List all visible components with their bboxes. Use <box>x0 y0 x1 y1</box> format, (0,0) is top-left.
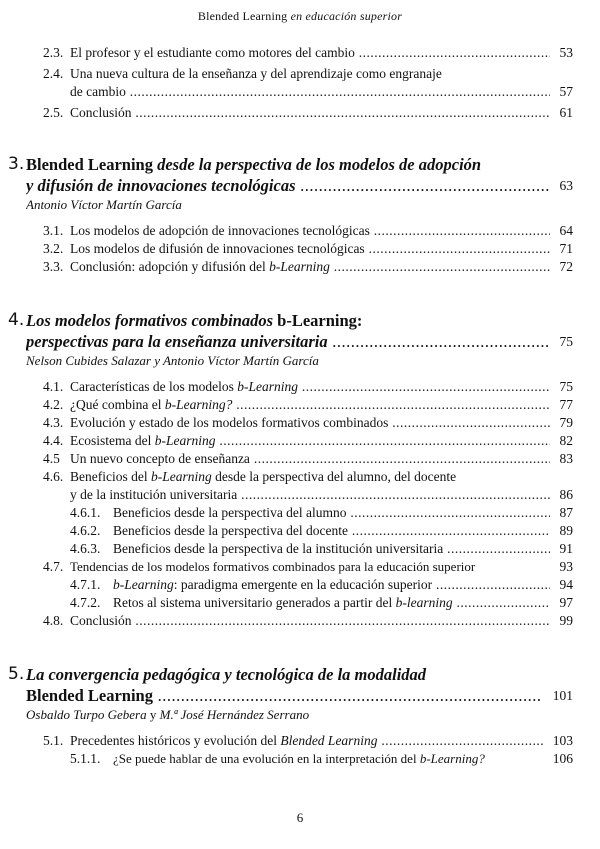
entry-number: 4.5 <box>43 451 60 466</box>
entry-number: 4.6.2. <box>70 523 101 538</box>
toc-entry[interactable] <box>0 468 600 486</box>
entry-page: 57 <box>559 84 573 99</box>
toc-entry[interactable] <box>0 732 600 750</box>
entry-number: 4.6. <box>43 469 64 484</box>
table-of-contents <box>0 44 600 766</box>
entry-page: 97 <box>559 595 573 610</box>
entry-title: Ecosistema del b-Learning ..... <box>70 432 550 450</box>
chapter-page: 63 <box>559 178 573 193</box>
chapter-page: 75 <box>559 334 573 349</box>
entry-page: 82 <box>559 433 573 448</box>
chapter-number: 5. <box>8 664 25 684</box>
entry-page: 91 <box>559 541 573 556</box>
toc-entry[interactable] <box>0 258 600 276</box>
entry-page: 77 <box>559 397 573 412</box>
entry-number: 4.2. <box>43 397 64 412</box>
chapter-heading-cont <box>0 331 600 352</box>
entry-title: Beneficios desde la perspectiva de la institución universitaria ..... <box>113 540 550 558</box>
entry-page: 75 <box>559 379 573 394</box>
entry-title: Una nueva cultura de la enseñanza y del aprendizaje como engranaje <box>70 66 442 81</box>
entry-title: Conclusión ..... <box>70 612 550 630</box>
entry-number: 4.1. <box>43 379 64 394</box>
entry-number: 4.7.1. <box>70 577 101 592</box>
toc-entry-cont <box>0 83 600 101</box>
chapter-heading[interactable] <box>0 310 600 331</box>
entry-title: Evolución y estado de los modelos formativos combinados ..... <box>70 414 550 432</box>
toc-entry-cont <box>0 486 600 504</box>
entry-page: 64 <box>559 223 573 238</box>
entry-title: Los modelos de adopción de innovaciones tecnológicas ..... <box>70 222 550 240</box>
chapter-author <box>0 706 600 724</box>
entry-page: 103 <box>552 733 573 748</box>
toc-entry[interactable] <box>0 104 600 122</box>
chapter-page: 101 <box>552 688 573 703</box>
running-head <box>0 9 600 24</box>
toc-entry[interactable] <box>0 612 600 630</box>
chapter-heading[interactable] <box>0 154 600 175</box>
toc-entry[interactable] <box>0 576 600 594</box>
toc-entry[interactable] <box>0 750 600 768</box>
toc-entry[interactable] <box>0 65 600 83</box>
entry-title: Los modelos de difusión de innovaciones tecnológicas ..... <box>70 240 550 258</box>
toc-entry[interactable] <box>0 540 600 558</box>
toc-entry[interactable] <box>0 432 600 450</box>
entry-page: 83 <box>559 451 573 466</box>
entry-title: Beneficios desde la perspectiva del alumno ..... <box>113 504 550 522</box>
entry-number: 4.7. <box>43 559 64 574</box>
chapter-title: Los modelos formativos combinados b-Learning: <box>26 311 363 330</box>
chapter-title: perspectivas para la enseñanza universitaria ..... <box>26 331 550 352</box>
entry-title: Un nuevo concepto de enseñanza ..... <box>70 450 550 468</box>
entry-number: 2.5. <box>43 105 64 120</box>
entry-title: Beneficios desde la perspectiva del docente ..... <box>113 522 550 540</box>
chapter-number: 4. <box>8 310 25 330</box>
toc-entry[interactable] <box>0 378 600 396</box>
toc-entry[interactable] <box>0 414 600 432</box>
entry-number: 4.4. <box>43 433 64 448</box>
entry-title: de cambio ..... <box>70 83 550 101</box>
entry-number: 4.3. <box>43 415 64 430</box>
chapter-title: Blended Learning desde la perspectiva de los modelos de adopción <box>26 155 482 174</box>
entry-title: ¿Qué combina el b-Learning? ..... <box>70 396 550 414</box>
page-number: 6 <box>296 810 304 825</box>
toc-entry[interactable] <box>0 396 600 414</box>
entry-page: 61 <box>559 105 573 120</box>
entry-title: Conclusión: adopción y difusión del b-Learning ..... <box>70 258 550 276</box>
entry-number: 3.1. <box>43 223 64 238</box>
entry-title: Conclusión ..... <box>70 104 550 122</box>
entry-title: Tendencias de los modelos formativos combinados para la educación superior <box>70 559 476 574</box>
entry-title: ¿Se puede hablar de una evolución en la interpretación del b-Learning? <box>113 751 485 766</box>
entry-title: y de la institución universitaria ..... <box>70 486 550 504</box>
toc-entry[interactable] <box>0 558 600 576</box>
running-head-title: Blended Learning <box>197 9 288 23</box>
entry-page: 79 <box>559 415 573 430</box>
chapter-title: La convergencia pedagógica y tecnológica de la modalidad <box>26 665 427 684</box>
entry-number: 5.1.1. <box>70 751 101 766</box>
chapter-heading-cont <box>0 685 600 706</box>
entry-number: 3.3. <box>43 259 64 274</box>
toc-entry[interactable] <box>0 504 600 522</box>
entry-page: 93 <box>559 559 573 574</box>
chapter-author <box>0 352 600 370</box>
toc-entry[interactable] <box>0 594 600 612</box>
author-name: Antonio Víctor Martín García <box>26 197 182 212</box>
entry-page: 86 <box>559 487 573 502</box>
chapter-number: 3. <box>8 154 25 174</box>
author-name: Nelson Cubides Salazar y Antonio Víctor Martín García <box>26 353 319 368</box>
entry-title: Retos al sistema universitario generados a partir del b-learning ..... <box>113 594 550 612</box>
entry-page: 87 <box>559 505 573 520</box>
entry-title: Características de los modelos b-Learning ..... <box>70 378 550 396</box>
entry-title: b-Learning: paradigma emergente en la educación superior ..... <box>113 576 550 594</box>
entry-page: 72 <box>559 259 573 274</box>
entry-page: 71 <box>559 241 573 256</box>
entry-number: 4.7.2. <box>70 595 101 610</box>
chapter-heading[interactable] <box>0 664 600 685</box>
entry-page: 99 <box>559 613 573 628</box>
entry-page: 53 <box>559 45 573 60</box>
entry-page: 94 <box>559 577 573 592</box>
toc-entry[interactable] <box>0 222 600 240</box>
entry-number: 2.4. <box>43 66 64 81</box>
entry-number: 4.6.3. <box>70 541 101 556</box>
chapter-title: y difusión de innovaciones tecnológicas ..... <box>26 175 550 196</box>
toc-entry[interactable] <box>0 44 600 62</box>
entry-title: Precedentes históricos y evolución del Blended Learning ..... <box>70 732 545 750</box>
entry-title: El profesor y el estudiante como motores del cambio ..... <box>70 44 550 62</box>
toc-entry[interactable] <box>0 522 600 540</box>
entry-page: 106 <box>552 751 573 766</box>
author-name: Osbaldo Turpo Gebera y M.ª José Hernández Serrano <box>26 707 310 722</box>
entry-number: 4.6.1. <box>70 505 101 520</box>
running-head-subtitle: en educación superior <box>290 9 403 23</box>
chapter-heading-cont <box>0 175 600 196</box>
entry-number: 5.1. <box>43 733 64 748</box>
toc-entry[interactable] <box>0 240 600 258</box>
toc-entry[interactable] <box>0 450 600 468</box>
entry-title: Beneficios del b-Learning desde la perspectiva del alumno, del docente <box>70 469 457 484</box>
entry-number: 2.3. <box>43 45 64 60</box>
entry-number: 3.2. <box>43 241 64 256</box>
entry-number: 4.8. <box>43 613 64 628</box>
entry-page: 89 <box>559 523 573 538</box>
chapter-author <box>0 196 600 214</box>
chapter-title: Blended Learning ..... <box>26 685 542 706</box>
